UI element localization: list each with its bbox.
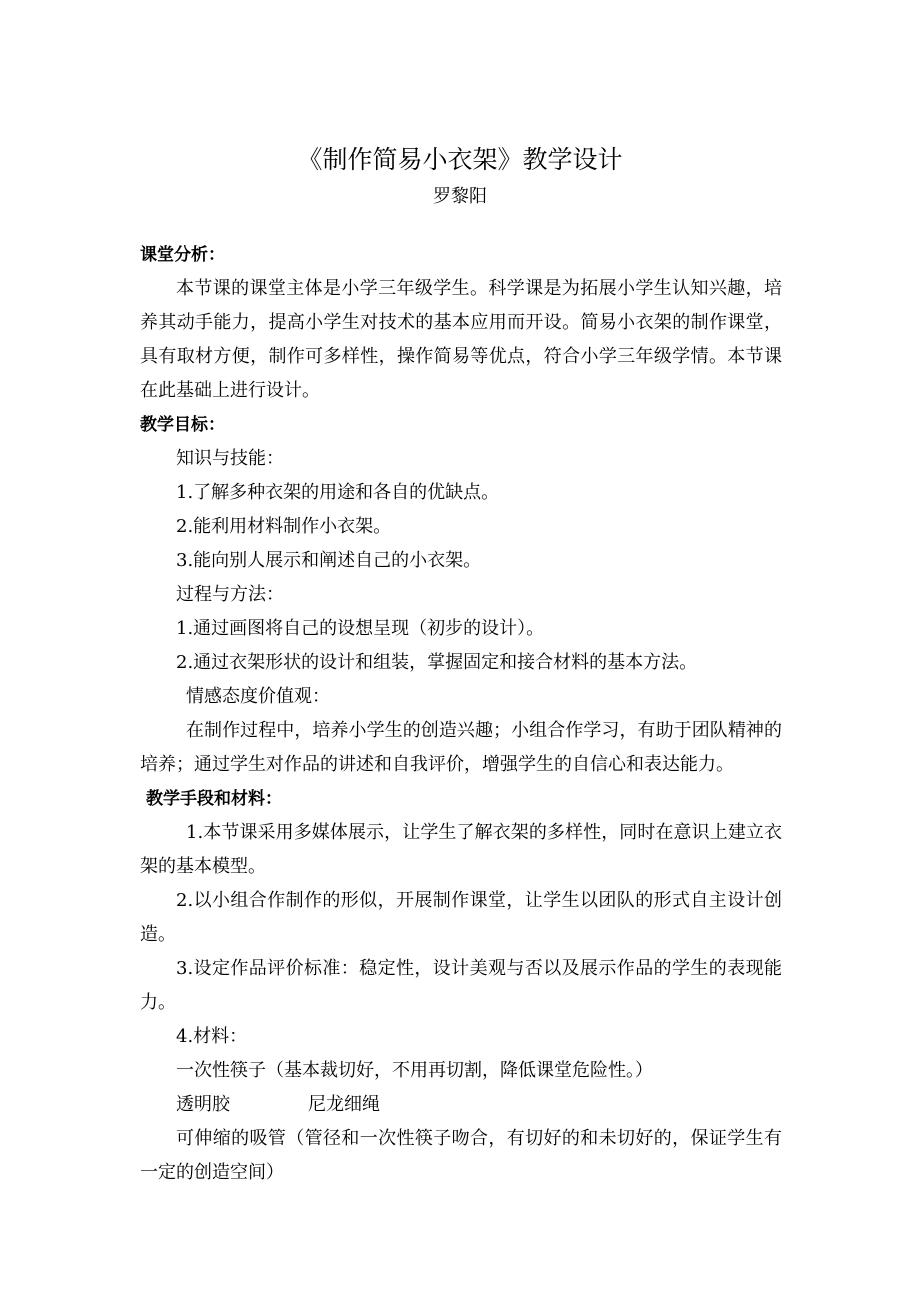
materials-label: 4.材料： (176, 1026, 248, 1047)
knowledge-label: 知识与技能： (176, 448, 284, 469)
section-heading-goals: 教学目标： (140, 415, 225, 435)
section-heading-methods: 教学手段和材料： (146, 789, 282, 809)
section-heading-analysis: 课堂分析： (140, 245, 225, 265)
method-item-2: 2.以小组合作制作的形似，开展制作课堂，让学生以团队的形式自主设计创造。 (140, 890, 782, 945)
document-title: 《制作简易小衣架》教学设计 (297, 145, 623, 174)
material-item-1: 一次性筷子（基本裁切好，不用再切割，降低课堂危险性。） (176, 1060, 653, 1081)
material-item-3: 可伸缩的吸管（管径和一次性筷子吻合，有切好的和未切好的，保证学生有一定的创造空间） (140, 1128, 782, 1183)
method-item-1: 1.本节课采用多媒体展示，让学生了解衣架的多样性，同时在意识上建立衣架的基本模型。 (140, 822, 782, 877)
emotion-label: 情感态度价值观： (186, 686, 330, 707)
author-name: 罗黎阳 (433, 186, 487, 207)
process-item-1: 1.通过画图将自己的设想呈现（初步的设计）。 (176, 618, 545, 639)
method-item-3: 3.设定作品评价标准：稳定性，设计美观与否以及展示作品的学生的表现能力。 (140, 958, 782, 1013)
knowledge-item-2: 2.能利用材料制作小衣架。 (176, 516, 392, 537)
material-row-2 (140, 1088, 782, 1122)
material-item-tape: 透明胶 (176, 1094, 230, 1115)
knowledge-item-1: 1.了解多种衣架的用途和各自的优缺点。 (176, 482, 500, 503)
document-body (140, 238, 782, 1190)
analysis-paragraph: 本节课的课堂主体是小学三年级学生。科学课是为拓展小学生认知兴趣，培养其动手能力，提高小学生对技术的基本应用而开设。简易小衣架的制作课堂，具有取材方便，制作可多样性，操作简易等优点，符合小学三年级学情。本节课在此基础上进行设计。 (140, 278, 782, 401)
emotion-paragraph: 在制作过程中，培养小学生的创造兴趣；小组合作学习，有助于团队精神的培养；通过学生对作品的讲述和自我评价，增强学生的自信心和表达能力。 (140, 720, 782, 775)
material-item-string: 尼龙细绳 (308, 1094, 380, 1115)
process-item-2: 2.通过衣架形状的设计和组装，掌握固定和接合材料的基本方法。 (176, 652, 698, 673)
process-label: 过程与方法： (176, 584, 284, 605)
knowledge-item-3: 3.能向别人展示和阐述自己的小衣架。 (176, 550, 482, 571)
